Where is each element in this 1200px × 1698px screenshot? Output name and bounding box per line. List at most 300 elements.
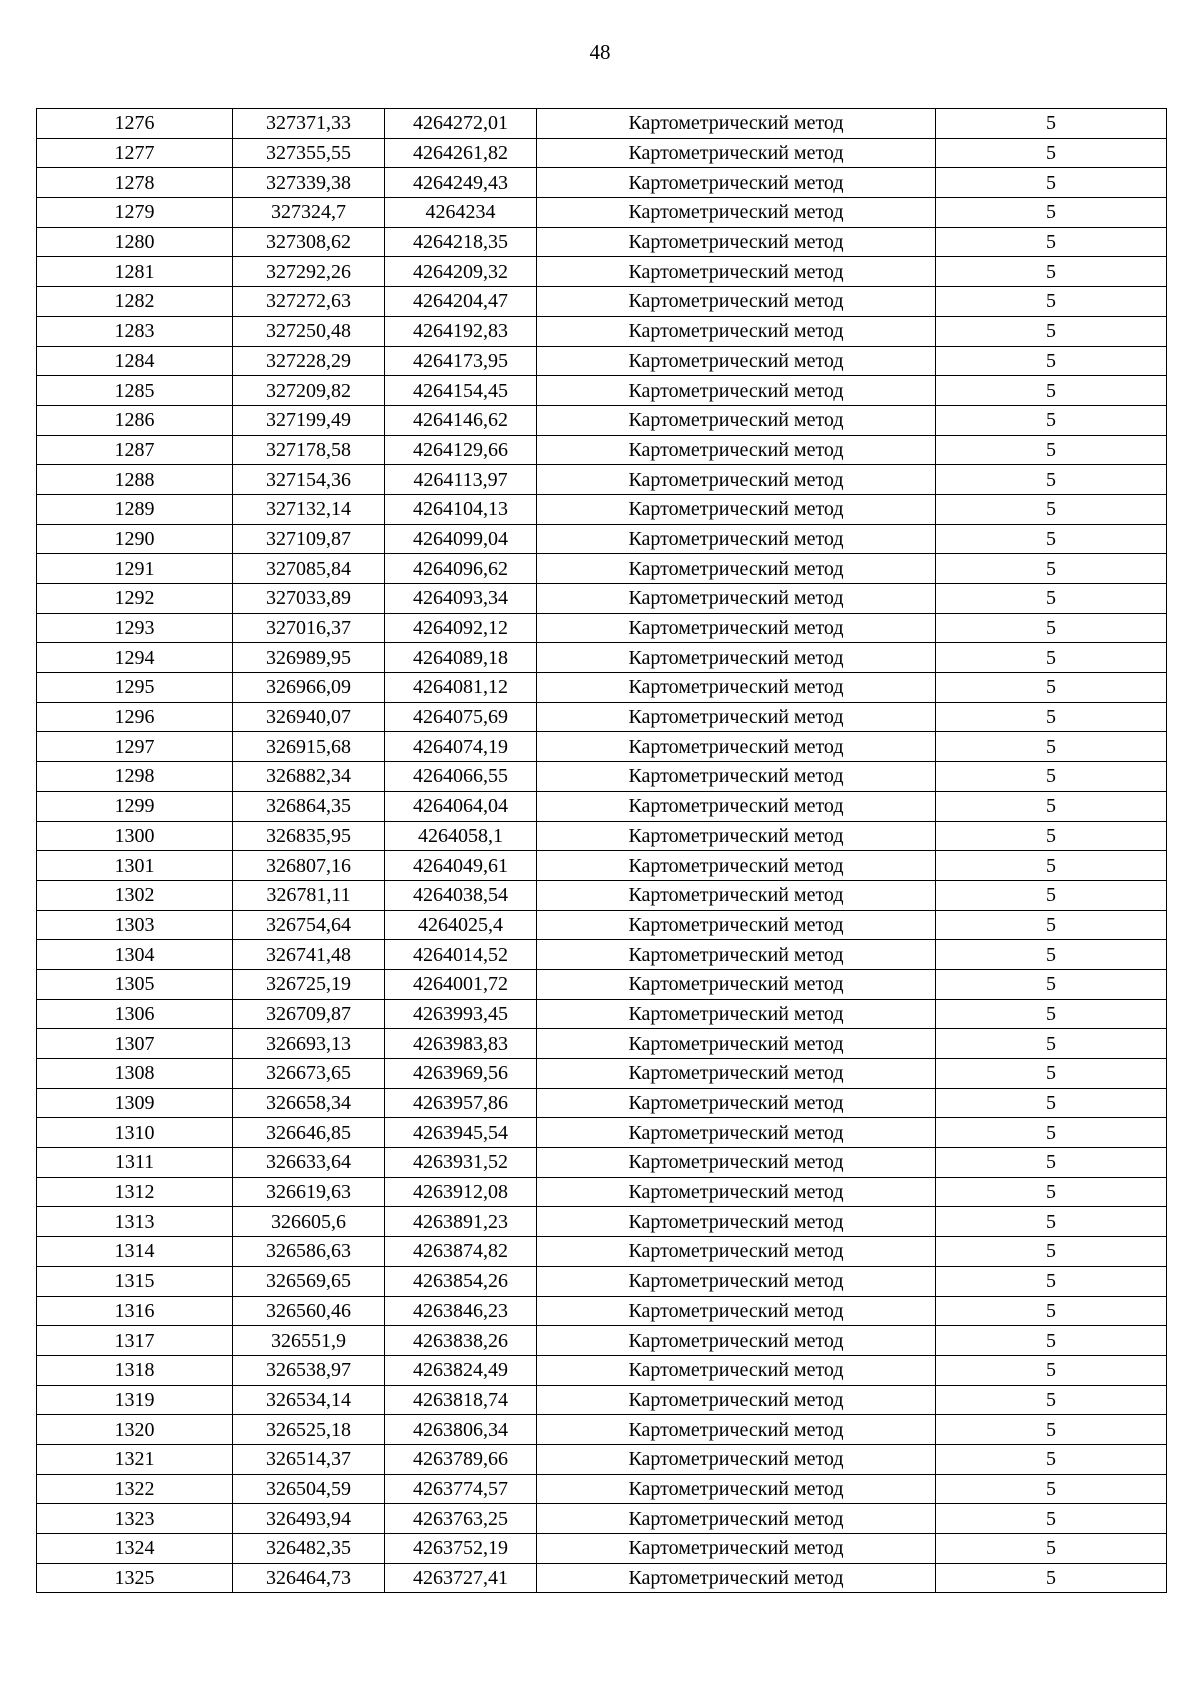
x-coordinate-cell: 326525,18	[233, 1415, 385, 1445]
point-number-cell: 1303	[37, 910, 233, 940]
y-coordinate-cell: 4263806,34	[385, 1415, 537, 1445]
point-number-cell: 1285	[37, 376, 233, 406]
point-number-cell: 1311	[37, 1148, 233, 1178]
method-cell: Картометрический метод	[537, 168, 936, 198]
x-coordinate-cell: 326586,63	[233, 1237, 385, 1267]
accuracy-cell: 5	[936, 910, 1167, 940]
table-row	[37, 702, 1167, 732]
table-row	[37, 1385, 1167, 1415]
accuracy-cell: 5	[936, 227, 1167, 257]
y-coordinate-cell: 4263874,82	[385, 1237, 537, 1267]
accuracy-cell: 5	[936, 1326, 1167, 1356]
point-number-cell: 1284	[37, 346, 233, 376]
point-number-cell: 1282	[37, 287, 233, 317]
point-number-cell: 1277	[37, 138, 233, 168]
point-number-cell: 1309	[37, 1088, 233, 1118]
accuracy-cell: 5	[936, 316, 1167, 346]
y-coordinate-cell: 4264204,47	[385, 287, 537, 317]
y-coordinate-cell: 4264096,62	[385, 554, 537, 584]
accuracy-cell: 5	[936, 643, 1167, 673]
accuracy-cell: 5	[936, 168, 1167, 198]
y-coordinate-cell: 4264081,12	[385, 673, 537, 703]
table-row	[37, 554, 1167, 584]
x-coordinate-cell: 327250,48	[233, 316, 385, 346]
x-coordinate-cell: 327272,63	[233, 287, 385, 317]
x-coordinate-cell: 327371,33	[233, 109, 385, 139]
method-cell: Картометрический метод	[537, 791, 936, 821]
method-cell: Картометрический метод	[537, 1148, 936, 1178]
point-number-cell: 1297	[37, 732, 233, 762]
method-cell: Картометрический метод	[537, 880, 936, 910]
table-row	[37, 316, 1167, 346]
table-row	[37, 999, 1167, 1029]
accuracy-cell: 5	[936, 287, 1167, 317]
point-number-cell: 1276	[37, 109, 233, 139]
point-number-cell: 1279	[37, 198, 233, 228]
table-row	[37, 287, 1167, 317]
method-cell: Картометрический метод	[537, 1444, 936, 1474]
table-row	[37, 227, 1167, 257]
point-number-cell: 1319	[37, 1385, 233, 1415]
accuracy-cell: 5	[936, 1296, 1167, 1326]
accuracy-cell: 5	[936, 376, 1167, 406]
table-row	[37, 1088, 1167, 1118]
method-cell: Картометрический метод	[537, 910, 936, 940]
x-coordinate-cell: 326504,59	[233, 1474, 385, 1504]
x-coordinate-cell: 326514,37	[233, 1444, 385, 1474]
table-row	[37, 198, 1167, 228]
accuracy-cell: 5	[936, 702, 1167, 732]
point-number-cell: 1298	[37, 762, 233, 792]
point-number-cell: 1314	[37, 1237, 233, 1267]
method-cell: Картометрический метод	[537, 287, 936, 317]
x-coordinate-cell: 327308,62	[233, 227, 385, 257]
y-coordinate-cell: 4264092,12	[385, 613, 537, 643]
x-coordinate-cell: 326864,35	[233, 791, 385, 821]
table-row	[37, 1296, 1167, 1326]
table-row	[37, 257, 1167, 287]
point-number-cell: 1322	[37, 1474, 233, 1504]
x-coordinate-cell: 326605,6	[233, 1207, 385, 1237]
method-cell: Картометрический метод	[537, 1237, 936, 1267]
method-cell: Картометрический метод	[537, 613, 936, 643]
method-cell: Картометрический метод	[537, 405, 936, 435]
table-row	[37, 346, 1167, 376]
accuracy-cell: 5	[936, 1563, 1167, 1593]
accuracy-cell: 5	[936, 969, 1167, 999]
method-cell: Картометрический метод	[537, 465, 936, 495]
x-coordinate-cell: 327228,29	[233, 346, 385, 376]
y-coordinate-cell: 4263854,26	[385, 1266, 537, 1296]
point-number-cell: 1318	[37, 1355, 233, 1385]
method-cell: Картометрический метод	[537, 1504, 936, 1534]
x-coordinate-cell: 327339,38	[233, 168, 385, 198]
page-number: 48	[589, 40, 611, 64]
y-coordinate-cell: 4264209,32	[385, 257, 537, 287]
y-coordinate-cell: 4264058,1	[385, 821, 537, 851]
table-row	[37, 673, 1167, 703]
point-number-cell: 1323	[37, 1504, 233, 1534]
y-coordinate-cell: 4263763,25	[385, 1504, 537, 1534]
table-row	[37, 969, 1167, 999]
y-coordinate-cell: 4264249,43	[385, 168, 537, 198]
method-cell: Картометрический метод	[537, 257, 936, 287]
point-number-cell: 1315	[37, 1266, 233, 1296]
method-cell: Картометрический метод	[537, 643, 936, 673]
accuracy-cell: 5	[936, 851, 1167, 881]
y-coordinate-cell: 4264104,13	[385, 494, 537, 524]
y-coordinate-cell: 4264049,61	[385, 851, 537, 881]
y-coordinate-cell: 4263774,57	[385, 1474, 537, 1504]
x-coordinate-cell: 326538,97	[233, 1355, 385, 1385]
accuracy-cell: 5	[936, 1266, 1167, 1296]
y-coordinate-cell: 4264089,18	[385, 643, 537, 673]
y-coordinate-cell: 4264146,62	[385, 405, 537, 435]
y-coordinate-cell: 4263993,45	[385, 999, 537, 1029]
table-row	[37, 1148, 1167, 1178]
x-coordinate-cell: 326534,14	[233, 1385, 385, 1415]
coordinates-table	[36, 108, 1167, 1593]
method-cell: Картометрический метод	[537, 1118, 936, 1148]
x-coordinate-cell: 326569,65	[233, 1266, 385, 1296]
y-coordinate-cell: 4264038,54	[385, 880, 537, 910]
table-row	[37, 1266, 1167, 1296]
table-row	[37, 1474, 1167, 1504]
x-coordinate-cell: 327016,37	[233, 613, 385, 643]
accuracy-cell: 5	[936, 1474, 1167, 1504]
point-number-cell: 1320	[37, 1415, 233, 1445]
point-number-cell: 1280	[37, 227, 233, 257]
point-number-cell: 1283	[37, 316, 233, 346]
table-row	[37, 791, 1167, 821]
x-coordinate-cell: 326551,9	[233, 1326, 385, 1356]
point-number-cell: 1317	[37, 1326, 233, 1356]
accuracy-cell: 5	[936, 257, 1167, 287]
y-coordinate-cell: 4264025,4	[385, 910, 537, 940]
y-coordinate-cell: 4263945,54	[385, 1118, 537, 1148]
x-coordinate-cell: 326646,85	[233, 1118, 385, 1148]
x-coordinate-cell: 326725,19	[233, 969, 385, 999]
point-number-cell: 1308	[37, 1059, 233, 1089]
y-coordinate-cell: 4264192,83	[385, 316, 537, 346]
x-coordinate-cell: 326658,34	[233, 1088, 385, 1118]
x-coordinate-cell: 327292,26	[233, 257, 385, 287]
method-cell: Картометрический метод	[537, 1177, 936, 1207]
table-row	[37, 494, 1167, 524]
y-coordinate-cell: 4264113,97	[385, 465, 537, 495]
method-cell: Картометрический метод	[537, 1059, 936, 1089]
method-cell: Картометрический метод	[537, 732, 936, 762]
y-coordinate-cell: 4263912,08	[385, 1177, 537, 1207]
method-cell: Картометрический метод	[537, 851, 936, 881]
x-coordinate-cell: 326560,46	[233, 1296, 385, 1326]
y-coordinate-cell: 4263752,19	[385, 1534, 537, 1564]
point-number-cell: 1296	[37, 702, 233, 732]
method-cell: Картометрический метод	[537, 1088, 936, 1118]
coordinates-table-body	[37, 109, 1167, 1593]
x-coordinate-cell: 326915,68	[233, 732, 385, 762]
method-cell: Картометрический метод	[537, 138, 936, 168]
method-cell: Картометрический метод	[537, 494, 936, 524]
point-number-cell: 1304	[37, 940, 233, 970]
x-coordinate-cell: 326464,73	[233, 1563, 385, 1593]
accuracy-cell: 5	[936, 584, 1167, 614]
table-row	[37, 1059, 1167, 1089]
method-cell: Картометрический метод	[537, 227, 936, 257]
x-coordinate-cell: 327109,87	[233, 524, 385, 554]
table-row	[37, 613, 1167, 643]
table-row	[37, 910, 1167, 940]
table-row	[37, 465, 1167, 495]
accuracy-cell: 5	[936, 138, 1167, 168]
x-coordinate-cell: 326741,48	[233, 940, 385, 970]
x-coordinate-cell: 326882,34	[233, 762, 385, 792]
accuracy-cell: 5	[936, 673, 1167, 703]
x-coordinate-cell: 326482,35	[233, 1534, 385, 1564]
y-coordinate-cell: 4264173,95	[385, 346, 537, 376]
y-coordinate-cell: 4264154,45	[385, 376, 537, 406]
x-coordinate-cell: 327209,82	[233, 376, 385, 406]
method-cell: Картометрический метод	[537, 1326, 936, 1356]
x-coordinate-cell: 326709,87	[233, 999, 385, 1029]
table-row	[37, 762, 1167, 792]
point-number-cell: 1316	[37, 1296, 233, 1326]
table-row	[37, 643, 1167, 673]
point-number-cell: 1324	[37, 1534, 233, 1564]
y-coordinate-cell: 4263969,56	[385, 1059, 537, 1089]
x-coordinate-cell: 327324,7	[233, 198, 385, 228]
method-cell: Картометрический метод	[537, 316, 936, 346]
x-coordinate-cell: 327033,89	[233, 584, 385, 614]
y-coordinate-cell: 4264014,52	[385, 940, 537, 970]
table-row	[37, 405, 1167, 435]
x-coordinate-cell: 327132,14	[233, 494, 385, 524]
accuracy-cell: 5	[936, 465, 1167, 495]
x-coordinate-cell: 326835,95	[233, 821, 385, 851]
accuracy-cell: 5	[936, 613, 1167, 643]
y-coordinate-cell: 4263789,66	[385, 1444, 537, 1474]
point-number-cell: 1325	[37, 1563, 233, 1593]
point-number-cell: 1278	[37, 168, 233, 198]
y-coordinate-cell: 4263846,23	[385, 1296, 537, 1326]
y-coordinate-cell: 4264099,04	[385, 524, 537, 554]
accuracy-cell: 5	[936, 1534, 1167, 1564]
y-coordinate-cell: 4264064,04	[385, 791, 537, 821]
table-row	[37, 940, 1167, 970]
accuracy-cell: 5	[936, 435, 1167, 465]
point-number-cell: 1307	[37, 1029, 233, 1059]
accuracy-cell: 5	[936, 999, 1167, 1029]
point-number-cell: 1301	[37, 851, 233, 881]
table-row	[37, 1504, 1167, 1534]
y-coordinate-cell: 4264234	[385, 198, 537, 228]
point-number-cell: 1281	[37, 257, 233, 287]
x-coordinate-cell: 326781,11	[233, 880, 385, 910]
table-row	[37, 1177, 1167, 1207]
method-cell: Картометрический метод	[537, 198, 936, 228]
method-cell: Картометрический метод	[537, 1415, 936, 1445]
accuracy-cell: 5	[936, 791, 1167, 821]
y-coordinate-cell: 4264066,55	[385, 762, 537, 792]
accuracy-cell: 5	[936, 1237, 1167, 1267]
point-number-cell: 1286	[37, 405, 233, 435]
table-row	[37, 821, 1167, 851]
table-row	[37, 732, 1167, 762]
accuracy-cell: 5	[936, 1385, 1167, 1415]
point-number-cell: 1290	[37, 524, 233, 554]
accuracy-cell: 5	[936, 1504, 1167, 1534]
table-row	[37, 1563, 1167, 1593]
accuracy-cell: 5	[936, 732, 1167, 762]
point-number-cell: 1288	[37, 465, 233, 495]
table-row	[37, 168, 1167, 198]
x-coordinate-cell: 327085,84	[233, 554, 385, 584]
table-row	[37, 376, 1167, 406]
x-coordinate-cell: 326807,16	[233, 851, 385, 881]
x-coordinate-cell: 327178,58	[233, 435, 385, 465]
y-coordinate-cell: 4264129,66	[385, 435, 537, 465]
x-coordinate-cell: 326673,65	[233, 1059, 385, 1089]
method-cell: Картометрический метод	[537, 1029, 936, 1059]
x-coordinate-cell: 326619,63	[233, 1177, 385, 1207]
method-cell: Картометрический метод	[537, 1385, 936, 1415]
x-coordinate-cell: 326493,94	[233, 1504, 385, 1534]
point-number-cell: 1306	[37, 999, 233, 1029]
method-cell: Картометрический метод	[537, 1534, 936, 1564]
y-coordinate-cell: 4264075,69	[385, 702, 537, 732]
table-row	[37, 1207, 1167, 1237]
x-coordinate-cell: 327154,36	[233, 465, 385, 495]
y-coordinate-cell: 4263931,52	[385, 1148, 537, 1178]
point-number-cell: 1299	[37, 791, 233, 821]
y-coordinate-cell: 4264272,01	[385, 109, 537, 139]
method-cell: Картометрический метод	[537, 524, 936, 554]
y-coordinate-cell: 4264001,72	[385, 969, 537, 999]
y-coordinate-cell: 4263727,41	[385, 1563, 537, 1593]
y-coordinate-cell: 4263983,83	[385, 1029, 537, 1059]
point-number-cell: 1289	[37, 494, 233, 524]
point-number-cell: 1291	[37, 554, 233, 584]
method-cell: Картометрический метод	[537, 762, 936, 792]
accuracy-cell: 5	[936, 880, 1167, 910]
point-number-cell: 1295	[37, 673, 233, 703]
point-number-cell: 1300	[37, 821, 233, 851]
y-coordinate-cell: 4264093,34	[385, 584, 537, 614]
accuracy-cell: 5	[936, 494, 1167, 524]
x-coordinate-cell: 326693,13	[233, 1029, 385, 1059]
x-coordinate-cell: 326633,64	[233, 1148, 385, 1178]
y-coordinate-cell: 4263824,49	[385, 1355, 537, 1385]
y-coordinate-cell: 4263957,86	[385, 1088, 537, 1118]
y-coordinate-cell: 4264074,19	[385, 732, 537, 762]
method-cell: Картометрический метод	[537, 346, 936, 376]
accuracy-cell: 5	[936, 1355, 1167, 1385]
x-coordinate-cell: 326754,64	[233, 910, 385, 940]
point-number-cell: 1302	[37, 880, 233, 910]
accuracy-cell: 5	[936, 554, 1167, 584]
table-row	[37, 1237, 1167, 1267]
table-row	[37, 1029, 1167, 1059]
accuracy-cell: 5	[936, 762, 1167, 792]
method-cell: Картометрический метод	[537, 1355, 936, 1385]
accuracy-cell: 5	[936, 1059, 1167, 1089]
accuracy-cell: 5	[936, 1415, 1167, 1445]
point-number-cell: 1294	[37, 643, 233, 673]
method-cell: Картометрический метод	[537, 673, 936, 703]
accuracy-cell: 5	[936, 1207, 1167, 1237]
y-coordinate-cell: 4263818,74	[385, 1385, 537, 1415]
y-coordinate-cell: 4263838,26	[385, 1326, 537, 1356]
accuracy-cell: 5	[936, 524, 1167, 554]
accuracy-cell: 5	[936, 346, 1167, 376]
x-coordinate-cell: 327355,55	[233, 138, 385, 168]
accuracy-cell: 5	[936, 1444, 1167, 1474]
method-cell: Картометрический метод	[537, 1563, 936, 1593]
method-cell: Картометрический метод	[537, 1474, 936, 1504]
method-cell: Картометрический метод	[537, 554, 936, 584]
method-cell: Картометрический метод	[537, 376, 936, 406]
method-cell: Картометрический метод	[537, 584, 936, 614]
point-number-cell: 1287	[37, 435, 233, 465]
x-coordinate-cell: 327199,49	[233, 405, 385, 435]
y-coordinate-cell: 4264261,82	[385, 138, 537, 168]
table-row	[37, 109, 1167, 139]
accuracy-cell: 5	[936, 198, 1167, 228]
table-row	[37, 1534, 1167, 1564]
method-cell: Картометрический метод	[537, 940, 936, 970]
method-cell: Картометрический метод	[537, 1296, 936, 1326]
point-number-cell: 1313	[37, 1207, 233, 1237]
x-coordinate-cell: 326940,07	[233, 702, 385, 732]
method-cell: Картометрический метод	[537, 702, 936, 732]
accuracy-cell: 5	[936, 1088, 1167, 1118]
method-cell: Картометрический метод	[537, 109, 936, 139]
point-number-cell: 1312	[37, 1177, 233, 1207]
x-coordinate-cell: 326966,09	[233, 673, 385, 703]
table-row	[37, 1444, 1167, 1474]
accuracy-cell: 5	[936, 1177, 1167, 1207]
table-row	[37, 435, 1167, 465]
table-row	[37, 880, 1167, 910]
method-cell: Картометрический метод	[537, 999, 936, 1029]
accuracy-cell: 5	[936, 405, 1167, 435]
table-row	[37, 524, 1167, 554]
accuracy-cell: 5	[936, 109, 1167, 139]
table-row	[37, 1326, 1167, 1356]
method-cell: Картометрический метод	[537, 1207, 936, 1237]
accuracy-cell: 5	[936, 1148, 1167, 1178]
y-coordinate-cell: 4263891,23	[385, 1207, 537, 1237]
method-cell: Картометрический метод	[537, 821, 936, 851]
method-cell: Картометрический метод	[537, 435, 936, 465]
point-number-cell: 1293	[37, 613, 233, 643]
y-coordinate-cell: 4264218,35	[385, 227, 537, 257]
x-coordinate-cell: 326989,95	[233, 643, 385, 673]
table-row	[37, 1355, 1167, 1385]
point-number-cell: 1292	[37, 584, 233, 614]
accuracy-cell: 5	[936, 821, 1167, 851]
table-row	[37, 138, 1167, 168]
table-row	[37, 851, 1167, 881]
accuracy-cell: 5	[936, 1118, 1167, 1148]
method-cell: Картометрический метод	[537, 969, 936, 999]
method-cell: Картометрический метод	[537, 1266, 936, 1296]
table-row	[37, 1118, 1167, 1148]
table-row	[37, 1415, 1167, 1445]
point-number-cell: 1310	[37, 1118, 233, 1148]
table-row	[37, 584, 1167, 614]
point-number-cell: 1321	[37, 1444, 233, 1474]
